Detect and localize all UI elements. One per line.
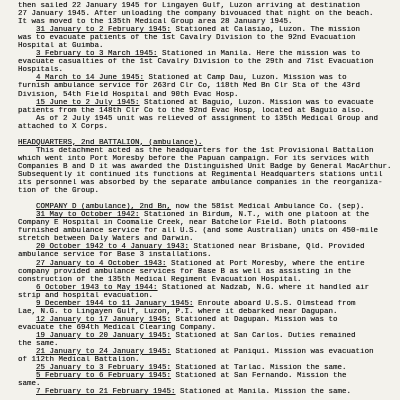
entry-text: Stationed at Camp Dau, Luzon. Mission was to bbox=[144, 74, 347, 83]
entry-text: Stationed at Baguio, Luzon. Mission was to evacuate bbox=[139, 98, 374, 107]
entry bbox=[18, 348, 394, 364]
entry-date: 7 February to 21 February 1945: bbox=[36, 388, 176, 397]
text-line: then sailed 22 January 1945 for Lingayen Gulf, Luzon arriving at destination bbox=[18, 2, 361, 10]
entry-line bbox=[18, 316, 394, 324]
entry-date: 31 May to October 1942: bbox=[36, 211, 140, 220]
entry-date: 9 December 1944 to 11 January 1945: bbox=[36, 299, 194, 308]
blank-line bbox=[18, 131, 394, 139]
text-line: 27 January 1945. After unloading the company bivouaced that night on the beach. bbox=[18, 10, 374, 19]
entry-line bbox=[18, 260, 394, 268]
text-line: evacuate the 694th Medical Clearing Company. bbox=[18, 323, 217, 332]
section-heading: HEADQUARTERS, 2nd BATTALION, (ambulance). bbox=[18, 138, 203, 147]
entry-date: 4 March to 14 June 1945: bbox=[36, 74, 145, 83]
document-page bbox=[18, 2, 394, 396]
entry-line bbox=[18, 211, 394, 219]
entry-date: 31 January to 2 February 1945: bbox=[36, 26, 172, 35]
text-line: the same. bbox=[18, 339, 59, 348]
entry bbox=[18, 74, 394, 98]
entry bbox=[18, 26, 394, 50]
entry-date: 6 October 1943 to May 1944: bbox=[36, 283, 158, 292]
text-line: company provided ambulance services for Base B as well as assisting in the bbox=[18, 267, 352, 276]
entry-text: Stationed at Tarlac. Mission the same. bbox=[171, 364, 347, 373]
section-heading-rest: now the 581st Medical Ambulance Co. (sep). bbox=[171, 203, 365, 212]
section-heading-line bbox=[18, 203, 394, 211]
entry-date: 3 February to 3 March 1945: bbox=[36, 50, 158, 59]
entry-line bbox=[18, 26, 394, 34]
text-line: It was moved to the 135th Medical Group area 28 January 1945. bbox=[18, 18, 293, 27]
entry-date: 19 January to 20 January 1945: bbox=[36, 331, 172, 340]
entry-date: 12 January to 17 January 1945: bbox=[36, 315, 172, 324]
entry-text: Stationed at San Carlos. Duties remained bbox=[171, 331, 356, 340]
entry-text: Stationed at Nadzab, N.G. where it handled air bbox=[157, 283, 370, 292]
text-line: Lae, N.G. to Lingayen Gulf, Luzon, P.I. where it debarked near Dagupan. bbox=[18, 307, 338, 316]
section-previous-company bbox=[18, 2, 394, 131]
text-line: furnished ambulance service for all U.S. (and some Australian) units on 450-mile bbox=[18, 227, 379, 236]
entry bbox=[18, 243, 394, 259]
entry-line bbox=[18, 99, 394, 107]
text-line: construction of the 135th Medical Regiment Evacuation Hospital. bbox=[18, 275, 302, 284]
text-line: This detachment acted as the headquarters for the 1st Provisional Battalion bbox=[36, 146, 374, 155]
text-line: of 112th Medical Battalion. bbox=[18, 356, 140, 365]
entry-date: 27 January to 4 October 1943: bbox=[36, 259, 167, 268]
text-line: Hospital at Guimba. bbox=[18, 42, 104, 51]
entry bbox=[18, 211, 394, 243]
entry bbox=[18, 332, 394, 348]
text-line: Company E Hospital in Coomalie Creek, near Batchelor Field. Both platoons bbox=[18, 219, 347, 228]
entry-line bbox=[18, 74, 394, 82]
entry-line bbox=[18, 348, 394, 356]
entry-text: Stationed at San Fernando. Mission the bbox=[171, 372, 347, 381]
entry-text: Enroute aboard U.S.S. Olmstead from bbox=[193, 299, 356, 308]
entry-text: Stationed at Port Moresby, where the entire bbox=[166, 259, 365, 268]
text-line: evacuate casualties of the 1st Cavalry Division to the 29th and 71st Evacuation bbox=[18, 58, 374, 67]
entry-date: 5 February to 6 February 1945: bbox=[36, 372, 172, 381]
entry-line bbox=[18, 332, 394, 340]
text-line: strip and hospital evacuation. bbox=[18, 291, 154, 300]
blank-line bbox=[18, 195, 394, 203]
text-line: its personnel was absorbed by the separate ambulance companies in the reorganiza- bbox=[18, 179, 383, 188]
text-line: patients from the 148th Clr Co to the 92nd Evac Hosp, located at Baguio also. bbox=[18, 106, 365, 115]
entry bbox=[18, 372, 394, 388]
text-line: was to evacuate patients of the 1st Cavalry Division to the 92nd Evacuation bbox=[18, 34, 356, 43]
entry bbox=[18, 316, 394, 332]
entry bbox=[18, 50, 394, 74]
entry-text: Stationed at Dagupan. Mission was to bbox=[171, 315, 338, 324]
text-line: Hospitals. bbox=[18, 66, 64, 75]
entry-line bbox=[18, 243, 394, 251]
entry-date: 25 January to 3 February 1945: bbox=[36, 364, 172, 373]
section-hq-2nd-battalion bbox=[18, 139, 394, 195]
entry-text: Stationed in Birdum, N.T., with one platoon at the bbox=[139, 211, 370, 220]
entry-line bbox=[18, 284, 394, 292]
text-line: Subsequently it continued its functions at Regimental Headquarters stations until bbox=[18, 170, 383, 179]
text-line: ambulance service for Base 3 installations. bbox=[18, 251, 212, 260]
entry bbox=[18, 300, 394, 316]
entry-line bbox=[18, 364, 394, 372]
text-line: As of 2 July 1945 unit was relieved of assignment to 135th Medical Group and bbox=[36, 114, 379, 123]
entry bbox=[18, 99, 394, 115]
entry-text: Stationed in Manila. Here the mission was to bbox=[157, 50, 361, 59]
entry-line bbox=[18, 388, 394, 396]
entry-text: Stationed near Brisbane, Qld. Provided bbox=[189, 243, 365, 252]
text-line: furnish ambulance service for 263rd Clr Co, 118th Med Bn Clr Sta of the 43rd bbox=[18, 82, 361, 91]
text-line: tion of the Group. bbox=[18, 187, 100, 196]
section-heading: COMPANY D (ambulance), 2nd Bn, bbox=[36, 203, 172, 212]
entry-date: 20 October 1942 to 4 January 1943: bbox=[36, 243, 190, 252]
entry bbox=[18, 284, 394, 300]
entry-line bbox=[18, 372, 394, 380]
text-line: attached to X Corps. bbox=[18, 122, 109, 131]
text-line: Division, 54th Field Hospital and 90th Evac Hosp. bbox=[18, 90, 239, 99]
entry-line bbox=[18, 50, 394, 58]
text-line: same. bbox=[18, 380, 41, 389]
section-heading-line bbox=[18, 139, 394, 147]
entry bbox=[18, 260, 394, 284]
text-line: which went into Port Moresby before the Papuan campaign. For its services with bbox=[18, 154, 370, 163]
entry-text: Stationed at Manila. Mission the same. bbox=[175, 388, 352, 397]
text-line: stretch between Daly Waters and Darwin. bbox=[18, 235, 194, 244]
entry bbox=[18, 364, 394, 372]
entry-text: Stationed at Calasiao, Luzon. The mission bbox=[171, 26, 361, 35]
text-line: Companies B and D it was awarded the Distinguished Unit Badge by General MacArthur. bbox=[18, 162, 392, 171]
entry-date: 15 June to 2 July 1945: bbox=[36, 98, 140, 107]
entry-line bbox=[18, 300, 394, 308]
entry-text: Stationed at Paniqui. Mission was evacuation bbox=[171, 348, 374, 357]
entry bbox=[18, 388, 394, 396]
section-company-d bbox=[18, 203, 394, 396]
entry-date: 21 January to 24 January 1945: bbox=[36, 348, 172, 357]
